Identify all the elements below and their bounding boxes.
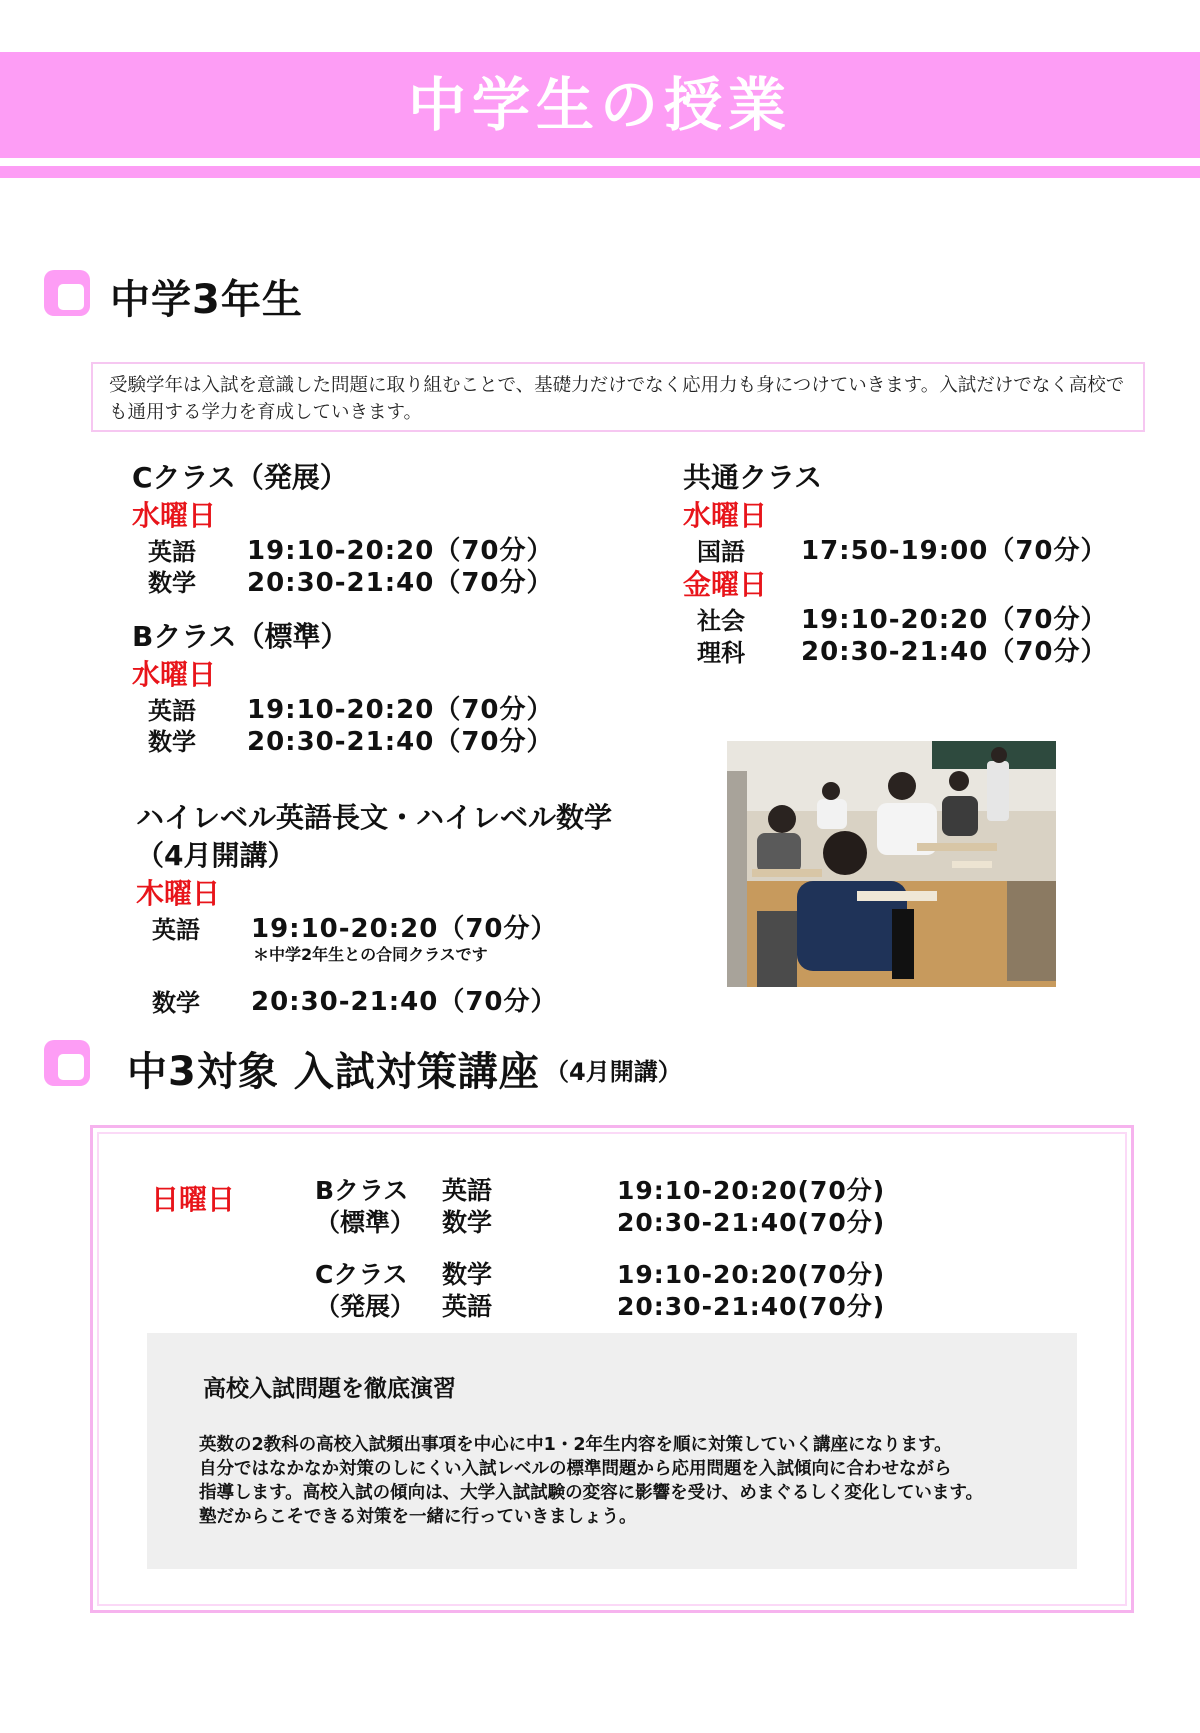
common-class-time-1: 17:50-19:00（70分） <box>801 536 1108 566</box>
common-class-day-1: 水曜日 <box>683 499 768 532</box>
high-level-time-1: 19:10-20:20（70分） <box>251 914 558 944</box>
exam-c-class-name: Cクラス <box>315 1260 408 1289</box>
exam-detail-line-2: 自分ではなかなか対策のしにくい入試レベルの標準問題から応用問題を入試傾向に合わせながら <box>199 1459 952 1479</box>
high-level-start: （4月開講） <box>136 839 296 872</box>
c-class-time-1: 19:10-20:20（70分） <box>247 536 554 566</box>
b-class-name: Bクラス（標準） <box>132 620 349 653</box>
b-class-subject-2: 数学 <box>148 728 196 756</box>
high-level-time-2: 20:30-21:40（70分） <box>251 987 558 1017</box>
exam-detail-line-3: 指導します。高校入試の傾向は、大学入試試験の変容に影響を受け、めまぐるしく変化しています。 <box>199 1483 983 1503</box>
common-class-day-2: 金曜日 <box>683 568 768 601</box>
exam-detail-body <box>199 1433 1049 1529</box>
section-bullet-icon <box>44 270 90 316</box>
section-heading-exam-start: （4月開講） <box>545 1058 682 1086</box>
c-class-time-2: 20:30-21:40（70分） <box>247 568 554 598</box>
section-bullet-icon-2 <box>44 1040 90 1086</box>
exam-detail-line-4: 塾だからこそできる対策を一緒に行っていきましょう。 <box>199 1507 637 1527</box>
page-title: 中学生の授業 <box>407 71 792 139</box>
exam-c-class-level: （発展） <box>315 1292 416 1321</box>
c-class-name: Cクラス（発展） <box>132 461 348 494</box>
high-level-subject-2: 数学 <box>152 989 200 1017</box>
exam-c-class-time-1: 19:10-20:20(70分) <box>617 1260 886 1289</box>
high-level-name: ハイレベル英語長文・ハイレベル数学 <box>136 801 613 834</box>
b-class-time-2: 20:30-21:40（70分） <box>247 727 554 757</box>
exam-b-class-subject-2: 数学 <box>442 1208 493 1237</box>
high-level-day: 木曜日 <box>136 877 221 910</box>
high-level-subject-1: 英語 <box>152 916 200 944</box>
b-class-subject-1: 英語 <box>148 697 196 725</box>
exam-b-class-time-2: 20:30-21:40(70分) <box>617 1208 886 1237</box>
exam-b-class-subject-1: 英語 <box>442 1176 493 1205</box>
common-class-subject-3: 理科 <box>697 639 745 667</box>
exam-c-class-subject-1: 数学 <box>442 1260 493 1289</box>
exam-detail-title: 高校入試問題を徹底演習 <box>203 1376 456 1402</box>
b-class-day: 水曜日 <box>132 658 217 691</box>
classroom-photo <box>727 741 1056 987</box>
exam-day: 日曜日 <box>151 1183 236 1216</box>
common-class-subject-2: 社会 <box>697 607 745 635</box>
exam-c-class-time-2: 20:30-21:40(70分) <box>617 1292 886 1321</box>
common-class-subject-1: 国語 <box>697 538 745 566</box>
exam-detail-line-1: 英数の2教科の高校入試頻出事項を中心に中1・2年生内容を順に対策していく講座になります。 <box>199 1435 952 1455</box>
common-class-time-2: 19:10-20:20（70分） <box>801 605 1108 635</box>
c-class-day: 水曜日 <box>132 499 217 532</box>
common-class-time-3: 20:30-21:40（70分） <box>801 637 1108 667</box>
high-level-note: ＊中学2年生との合同クラスです <box>253 945 488 964</box>
intro-box: 受験学年は入試を意識した問題に取り組むことで、基礎力だけでなく応用力も身につけていきます。入試だけでなく高校でも通用する学力を育成していきます。 <box>91 362 1145 432</box>
section-heading-grade3: 中学3年生 <box>110 277 303 323</box>
section-heading-exam: 中3対象 入試対策講座 <box>127 1049 540 1095</box>
common-class-name: 共通クラス <box>683 461 823 494</box>
exam-b-class-name: Bクラス <box>315 1176 409 1205</box>
c-class-subject-2: 数学 <box>148 569 196 597</box>
banner-underline <box>0 166 1200 178</box>
exam-b-class-time-1: 19:10-20:20(70分) <box>617 1176 886 1205</box>
c-class-subject-1: 英語 <box>148 538 196 566</box>
exam-c-class-subject-2: 英語 <box>442 1292 493 1321</box>
classroom-photo-illustration <box>727 741 1056 987</box>
exam-b-class-level: （標準） <box>315 1208 416 1237</box>
b-class-time-1: 19:10-20:20（70分） <box>247 695 554 725</box>
